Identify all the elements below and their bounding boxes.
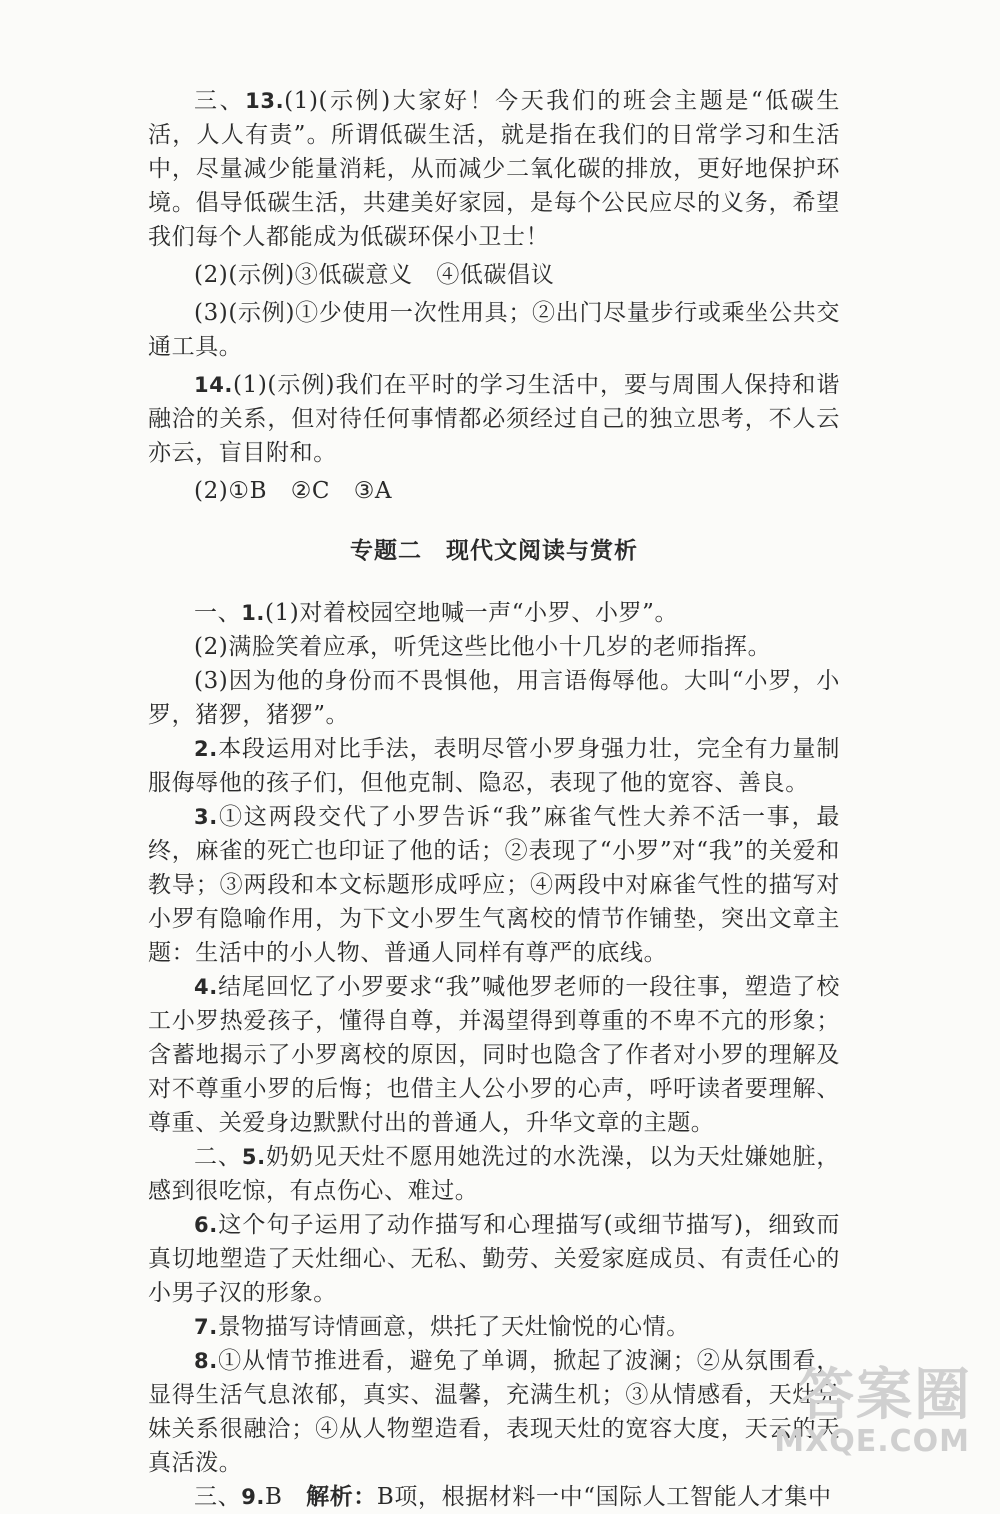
- answer-body: (2)满脸笑着应承，听凭这些比他小十几岁的老师指挥。: [194, 634, 772, 660]
- answer-body: (3)(示例)①少使用一次性用具；②出门尽量步行或乘坐公共交通工具。: [148, 300, 840, 360]
- answer-item: [148, 970, 840, 1140]
- answer-body: 奶奶见天灶不愿用她洗过的水洗澡，以为天灶嫌她脏，感到很吃惊，有点伤心、难过。: [148, 1144, 841, 1204]
- answer-item: [148, 258, 840, 292]
- answer-item: [148, 630, 840, 664]
- answer-body: (1)(示例)大家好！今天我们的班会主题是“低碳生活，人人有责”。所谓低碳生活，就是指在我们的日常学习和生活中，尽量减少能量消耗，从而减少二氧化碳的排放，更好地保护环境。倡导低碳生活，共建美好家园，是每个公民应尽的义务，希望我们每个人都能成为低碳环保小卫士！: [148, 88, 840, 250]
- watermark-logo-text: 答案圈: [798, 1363, 972, 1428]
- answer-item: [148, 1208, 840, 1310]
- question-number: 4.: [194, 975, 218, 999]
- watermark-url: MXQE.COM: [774, 1424, 970, 1459]
- question-number: 6.: [194, 1213, 218, 1237]
- section-title: 专题二 现代文阅读与赏析: [350, 538, 638, 564]
- section-marker: 二、: [194, 1144, 242, 1170]
- question-number: 8.: [194, 1349, 218, 1373]
- question-number: 13.: [245, 89, 285, 113]
- answer-body: ①从情节推进看，避免了单调，掀起了波澜；②从氛围看，显得生活气息浓郁，真实、温馨，充满生机；③从情感看，天灶兄妹关系很融洽；④从人物塑造看，表现天灶的宽容大度，天云的天真活泼。: [148, 1348, 840, 1476]
- answer-item: [148, 732, 840, 800]
- question-number: 2.: [194, 737, 218, 761]
- watermark: [710, 1351, 980, 1461]
- answer-body: ①这两段交代了小罗告诉“我”麻雀气性大养不活一事，最终，麻雀的死亡也印证了他的话；②表现了“小罗”对“我”的关爱和教导；③两段和本文标题形成呼应；④两段中对麻雀气性的描写对小罗有隐喻作用，为下文小罗生气离校的情节作铺垫，突出文章主题：生活中的小人物、普通人同样有尊严的底线。: [148, 804, 840, 966]
- question-number: 5.: [241, 1145, 266, 1169]
- answer-item: [148, 664, 840, 732]
- answer-body: 结尾回忆了小罗要求“我”喊他罗老师的一段往事，塑造了校工小罗热爱孩子，懂得自尊，并渴望得到尊重的不卑不亢的形象；含蓄地揭示了小罗离校的原因，同时也隐含了作者对小罗的理解及对不尊重小罗的后悔；也借主人公小罗的心声，呼吁读者要理解、尊重、关爱身边默默付出的普通人，升华文章的主题。: [148, 974, 840, 1136]
- answer-item: [148, 800, 840, 970]
- answer-body: (2)①B ②C ③A: [194, 478, 393, 504]
- answer-item: [148, 84, 840, 254]
- watermark-logo: [798, 1351, 972, 1431]
- answer-choice: B: [265, 1484, 307, 1510]
- section-marker: 三、: [194, 1484, 242, 1510]
- answer-body: (2)(示例)③低碳意义 ④低碳倡议: [194, 262, 555, 288]
- answer-item: [148, 296, 840, 364]
- answer-item: [148, 474, 840, 508]
- answer-item: [148, 1310, 840, 1344]
- question-number: 14.: [194, 373, 234, 397]
- section-marker: 三、: [194, 88, 246, 114]
- answer-body: (3)因为他的身份而不畏惧他，用言语侮辱他。大叫“小罗，小罗，猪猡，猪猡”。: [148, 668, 840, 728]
- answer-body: (1)(示例)我们在平时的学习生活中，要与周围人保持和谐融洽的关系，但对待任何事情都必须经过自己的独立思考，不人云亦云，盲目附和。: [148, 372, 840, 466]
- answer-body: 景物描写诗情画意，烘托了天灶愉悦的心情。: [217, 1314, 690, 1340]
- answer-item: [148, 596, 840, 630]
- answer-body: B项，根据材料一中“国际人工智能人才集中: [376, 1484, 832, 1510]
- question-number: 9.: [241, 1485, 265, 1509]
- answer-body: 本段运用对比手法，表明尽管小罗身强力壮，完全有力量制服侮辱他的孩子们，但他克制、隐忍，表现了他的宽容、善良。: [148, 736, 840, 796]
- answer-body: 这个句子运用了动作描写和心理描写(或细节描写)，细致而真切地塑造了天灶细心、无私、勤劳、关爱家庭成员、有责任心的小男子汉的形象。: [148, 1212, 840, 1306]
- answer-item: [148, 1140, 840, 1208]
- question-number: 1.: [241, 601, 265, 625]
- analysis-label: 解析：: [306, 1483, 377, 1510]
- question-number: 7.: [194, 1315, 218, 1339]
- section-marker: 一、: [194, 600, 242, 626]
- answer-body: (1)对着校园空地喊一声“小罗、小罗”。: [265, 600, 679, 626]
- answer-text: [148, 84, 840, 1514]
- question-number: 3.: [194, 805, 218, 829]
- answer-item: [148, 368, 840, 470]
- answer-item: [148, 1480, 840, 1514]
